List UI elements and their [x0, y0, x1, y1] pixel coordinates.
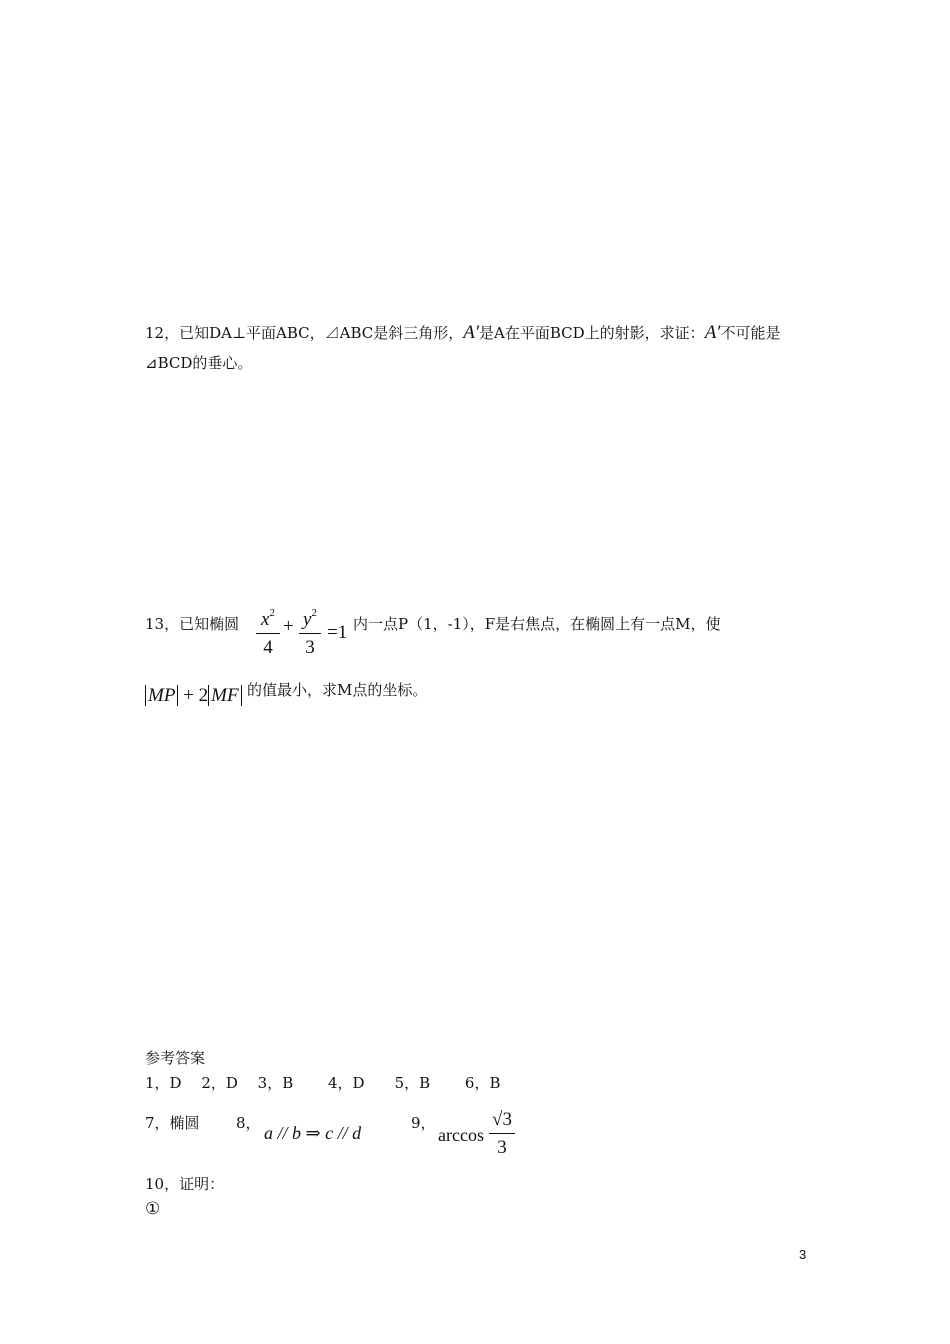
answer-8-label: 8， [236, 1114, 261, 1132]
answers-line-1-6: 1，D 2，D 3，B 4，D 5，B 6，B [145, 1074, 501, 1092]
plus-sign: + [283, 616, 294, 637]
fraction-denominator: 3 [305, 637, 315, 658]
problem-13-condition: 内一点P（1，-1），F是右焦点，在椭圆上有一点M，使 [353, 615, 721, 633]
fraction-denominator: 3 [497, 1137, 507, 1158]
exponent: 2 [311, 607, 317, 619]
exponent: 2 [269, 607, 275, 619]
circled-number-1: ① [145, 1199, 161, 1219]
problem-13-intro: 13，已知椭圆 [145, 615, 240, 633]
answers-title: 参考答案 [145, 1049, 206, 1067]
problem-13-question: 的值最小，求M点的坐标。 [247, 681, 428, 699]
fraction-numerator-sqrt3: √3 [492, 1109, 512, 1130]
answer-8-expression: a // b ⇒ c // d [264, 1123, 362, 1143]
fraction-sqrt3-over-3 [489, 1109, 515, 1159]
plus-two: + 2 [183, 685, 209, 706]
absolute-value-mp [145, 685, 178, 706]
fraction-bar [256, 633, 280, 634]
answer-9-label: 9， [411, 1114, 436, 1132]
fraction-numerator-x: x [261, 609, 270, 630]
problem-12-text-a: 12，已知DA⊥平面ABC，⊿ABC是斜三角形， [145, 324, 464, 342]
problem-12-line-1 [145, 323, 780, 343]
answer-7: 7，椭圆 [145, 1114, 200, 1132]
a-prime-symbol: A′ [704, 322, 721, 343]
equals-one: =1 [327, 622, 348, 643]
absolute-value-mf [208, 685, 241, 706]
a-prime-symbol: A′ [463, 322, 480, 343]
fraction-denominator: 4 [263, 637, 273, 658]
fraction-y2-over-3 [299, 609, 321, 659]
mf-symbol: MF [211, 685, 239, 706]
fraction-x2-over-4 [256, 609, 280, 659]
problem-12-text-b: 是A在平面BCD上的射影，求证： [479, 324, 705, 342]
page-number: 3 [799, 1247, 807, 1262]
fraction-bar [489, 1133, 515, 1134]
problem-12-line-2: ⊿BCD的垂心。 [145, 354, 253, 372]
answer-10: 10，证明： [145, 1175, 225, 1193]
mp-symbol: MP [148, 685, 176, 706]
expression-mp-plus-2mf [145, 683, 242, 709]
problem-12-text-c: 不可能是 [720, 324, 781, 342]
fraction-numerator-y: y [303, 609, 312, 630]
fraction-bar [299, 633, 321, 634]
answer-9-arccos: arccos [438, 1125, 484, 1145]
